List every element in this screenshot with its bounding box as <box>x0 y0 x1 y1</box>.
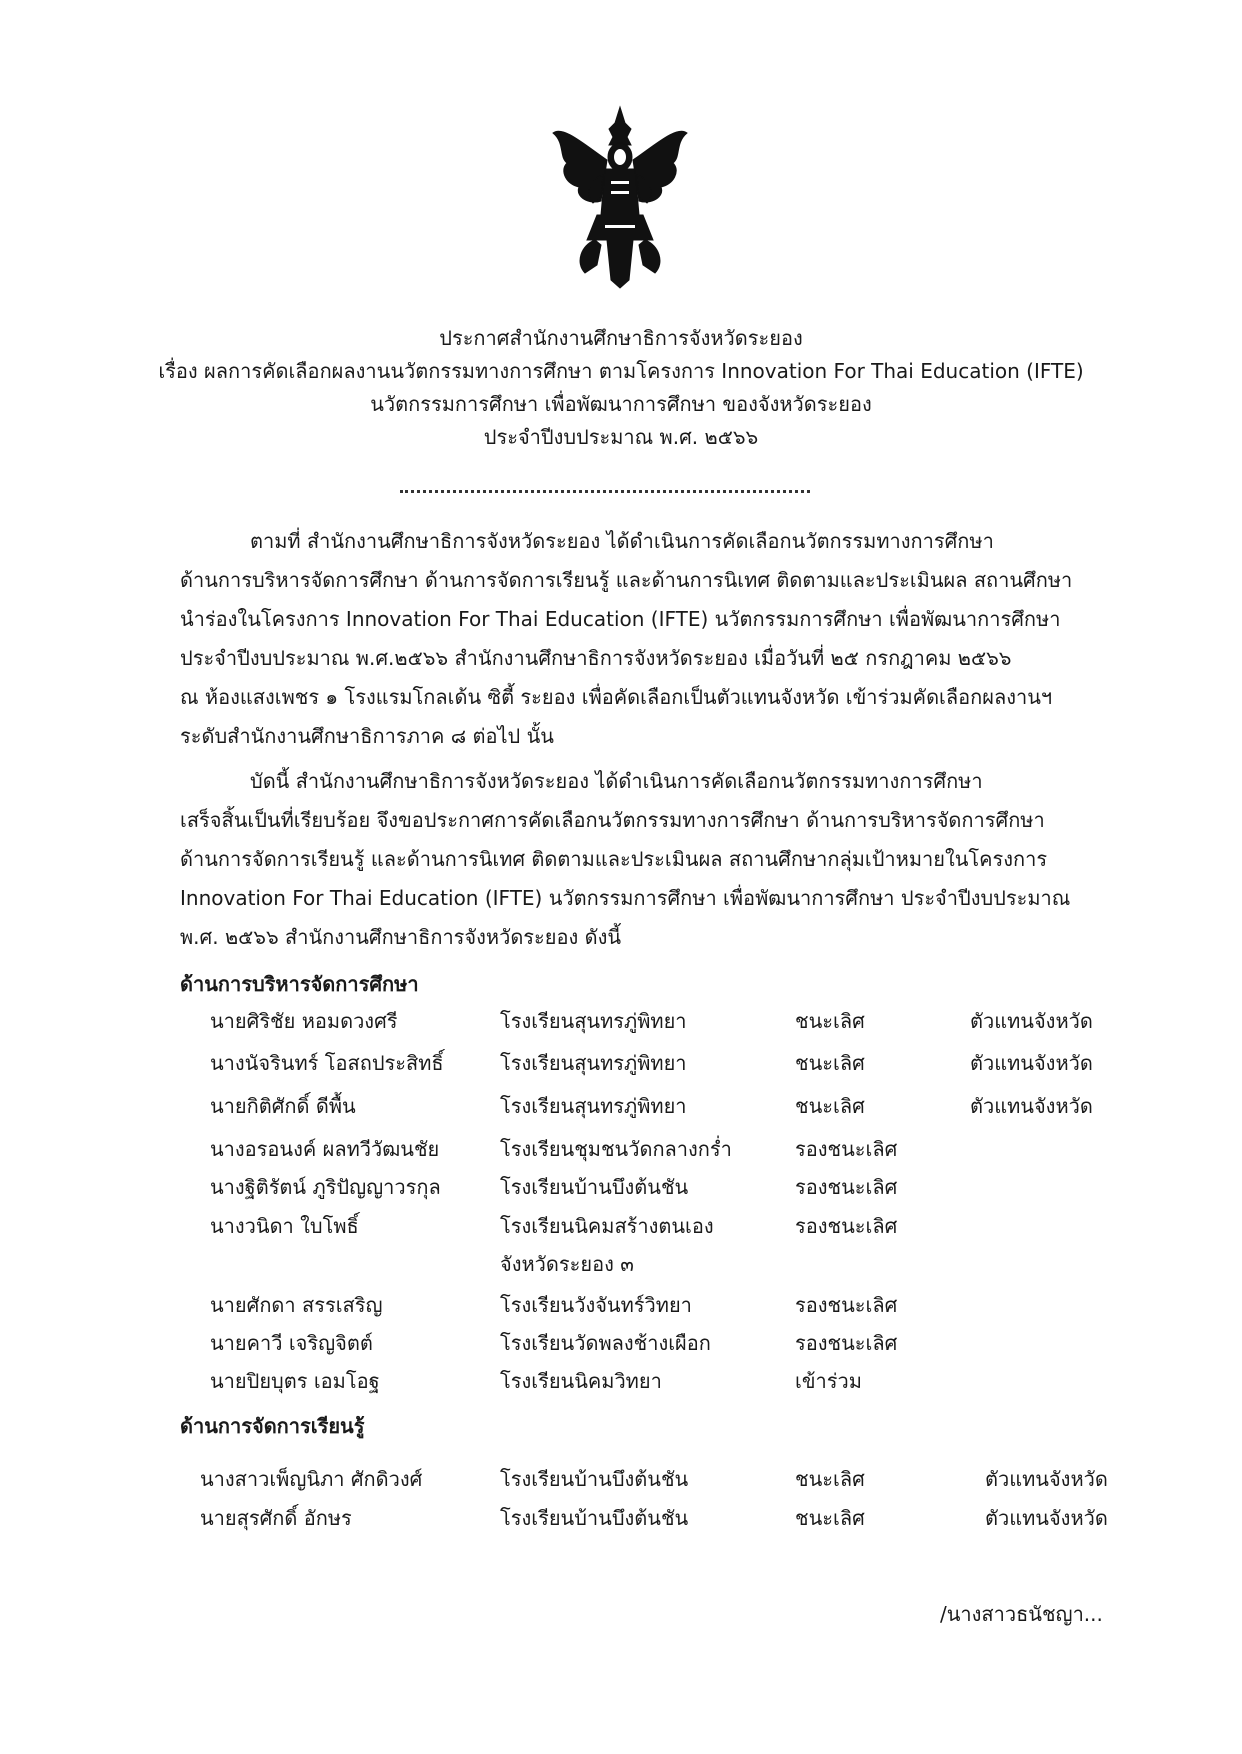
school-name: โรงเรียนนิคมสร้างตนเอง <box>500 1214 714 1238</box>
table-row <box>0 1210 1242 1246</box>
result-text: ชนะเลิศ <box>795 1506 865 1530</box>
result-text: รองชนะเลิศ <box>795 1137 898 1161</box>
result-text: ชนะเลิศ <box>795 1051 865 1075</box>
school-name: โรงเรียนชุมชนวัดกลางกร่ำ <box>500 1137 732 1161</box>
winner-name: นายศักดา สรรเสริญ <box>210 1293 383 1317</box>
representative-text: ตัวแทนจังหวัด <box>970 1051 1093 1075</box>
dotted-divider <box>400 490 810 493</box>
paragraph-announcement <box>180 762 1115 957</box>
paragraph-line: ประจำปีงบประมาณ พ.ศ.๒๕๖๖ สำนักงานศึกษาธิการจังหวัดระยอง เมื่อวันที่ ๒๕ กรกฎาคม ๒๕๖๖ <box>180 646 1012 670</box>
result-text: ชนะเลิศ <box>795 1467 865 1491</box>
paragraph-line: ตามที่ สำนักงานศึกษาธิการจังหวัดระยอง ได้ดำเนินการคัดเลือกนวัตกรรมทางการศึกษา <box>250 529 994 553</box>
paragraph-line: นำร่องในโครงการ Innovation For Thai Education (IFTE) นวัตกรรมการศึกษา เพื่อพัฒนาการศึกษา <box>180 607 1061 631</box>
table-row <box>0 1005 1242 1041</box>
result-text: ชนะเลิศ <box>795 1094 865 1118</box>
result-text: ชนะเลิศ <box>795 1009 865 1033</box>
paragraph-line: เสร็จสิ้นเป็นที่เรียบร้อย จึงขอประกาศการคัดเลือกนวัตกรรมทางการศึกษา ด้านการบริหารจัดการศึกษา <box>180 808 1045 832</box>
table-row <box>0 1047 1242 1083</box>
winner-name: นางอรอนงค์ ผลทวีวัฒนชัย <box>210 1137 440 1161</box>
school-name: โรงเรียนบ้านบึงต้นชัน <box>500 1175 689 1199</box>
table-row <box>0 1365 1242 1401</box>
winner-name: นางวนิดา ใบโพธิ์ <box>210 1214 359 1238</box>
winner-name: นางฐิติรัตน์ ภูริปัญญาวรกุล <box>210 1175 441 1199</box>
winner-name: นายศิริชัย หอมดวงศรี <box>210 1009 398 1033</box>
school-name: โรงเรียนวังจันทร์วิทยา <box>500 1293 692 1317</box>
winner-name: นางนัจรินทร์ โอสถประสิทธิ์ <box>210 1051 444 1075</box>
representative-text: ตัวแทนจังหวัด <box>970 1009 1093 1033</box>
school-name: โรงเรียนนิคมวิทยา <box>500 1369 662 1393</box>
next-page-marker: /นางสาวธนัชญา... <box>940 1602 1103 1626</box>
garuda-emblem-icon <box>545 105 695 290</box>
school-name: โรงเรียนบ้านบึงต้นชัน <box>500 1506 689 1530</box>
school-name: โรงเรียนวัดพลงช้างเผือก <box>500 1331 711 1355</box>
header-fiscal-year: ประจำปีงบประมาณ พ.ศ. ๒๕๖๖ <box>483 425 759 449</box>
representative-text: ตัวแทนจังหวัด <box>985 1467 1108 1491</box>
result-text: รองชนะเลิศ <box>795 1331 898 1355</box>
paragraph-line: ณ ห้องแสงเพชร ๑ โรงแรมโกลเด้น ซิตี้ ระยอง เพื่อคัดเลือกเป็นตัวแทนจังหวัด เข้าร่วมคัดเลือกผลงานฯ <box>180 685 1053 709</box>
paragraph-line: บัดนี้ สำนักงานศึกษาธิการจังหวัดระยอง ได้ดำเนินการคัดเลือกนวัตกรรมทางการศึกษา <box>250 769 983 793</box>
result-text: เข้าร่วม <box>795 1369 862 1393</box>
table-row <box>0 1171 1242 1207</box>
winner-name: นายคาวี เจริญจิตต์ <box>210 1331 373 1355</box>
paragraph-intro <box>180 522 1115 756</box>
representative-text: ตัวแทนจังหวัด <box>985 1506 1108 1530</box>
winner-name: นายสุรศักดิ์ อักษร <box>200 1506 352 1530</box>
table-row <box>0 1090 1242 1126</box>
table-row <box>0 1502 1242 1538</box>
result-text: รองชนะเลิศ <box>795 1214 898 1238</box>
school-name: โรงเรียนบ้านบึงต้นชัน <box>500 1467 689 1491</box>
table-row <box>0 1463 1242 1499</box>
header-subject: เรื่อง ผลการคัดเลือกผลงานนวัตกรรมทางการศึกษา ตามโครงการ Innovation For Thai Education (IFTE) <box>158 359 1084 383</box>
result-text: รองชนะเลิศ <box>795 1175 898 1199</box>
paragraph-line: ระดับสำนักงานศึกษาธิการภาค ๘ ต่อไป นั้น <box>180 724 554 748</box>
school-name: โรงเรียนสุนทรภู่พิทยา <box>500 1051 687 1075</box>
paragraph-line: ด้านการบริหารจัดการศึกษา ด้านการจัดการเรียนรู้ และด้านการนิเทศ ติดตามและประเมินผล สถานศึกษา <box>180 568 1073 592</box>
announcement-header <box>0 322 1242 454</box>
section-title-learning: ด้านการจัดการเรียนรู้ <box>180 1414 365 1438</box>
paragraph-line: พ.ศ. ๒๕๖๖ สำนักงานศึกษาธิการจังหวัดระยอง ดังนี้ <box>180 925 622 949</box>
winner-name: นายกิติศักดิ์ ดีพื้น <box>210 1094 356 1118</box>
paragraph-line: ด้านการจัดการเรียนรู้ และด้านการนิเทศ ติดตามและประเมินผล สถานศึกษากลุ่มเป้าหมายในโครงการ <box>180 847 1048 871</box>
header-subtitle: นวัตกรรมการศึกษา เพื่อพัฒนาการศึกษา ของจังหวัดระยอง <box>370 392 872 416</box>
school-name: โรงเรียนสุนทรภู่พิทยา <box>500 1009 687 1033</box>
header-title: ประกาศสำนักงานศึกษาธิการจังหวัดระยอง <box>439 326 803 350</box>
table-row <box>0 1327 1242 1363</box>
paragraph-line: Innovation For Thai Education (IFTE) นวัตกรรมการศึกษา เพื่อพัฒนาการศึกษา ประจำปีงบประมาณ <box>180 886 1071 910</box>
school-name: จังหวัดระยอง ๓ <box>500 1252 634 1276</box>
winner-name: นายปิยบุตร เอมโอฐ <box>210 1369 380 1393</box>
table-row <box>0 1133 1242 1169</box>
school-name: โรงเรียนสุนทรภู่พิทยา <box>500 1094 687 1118</box>
section-title-admin: ด้านการบริหารจัดการศึกษา <box>180 972 419 996</box>
representative-text: ตัวแทนจังหวัด <box>970 1094 1093 1118</box>
winner-name: นางสาวเพ็ญนิภา ศักดิวงศ์ <box>200 1467 423 1491</box>
table-row <box>0 1248 1242 1284</box>
table-row <box>0 1289 1242 1325</box>
result-text: รองชนะเลิศ <box>795 1293 898 1317</box>
